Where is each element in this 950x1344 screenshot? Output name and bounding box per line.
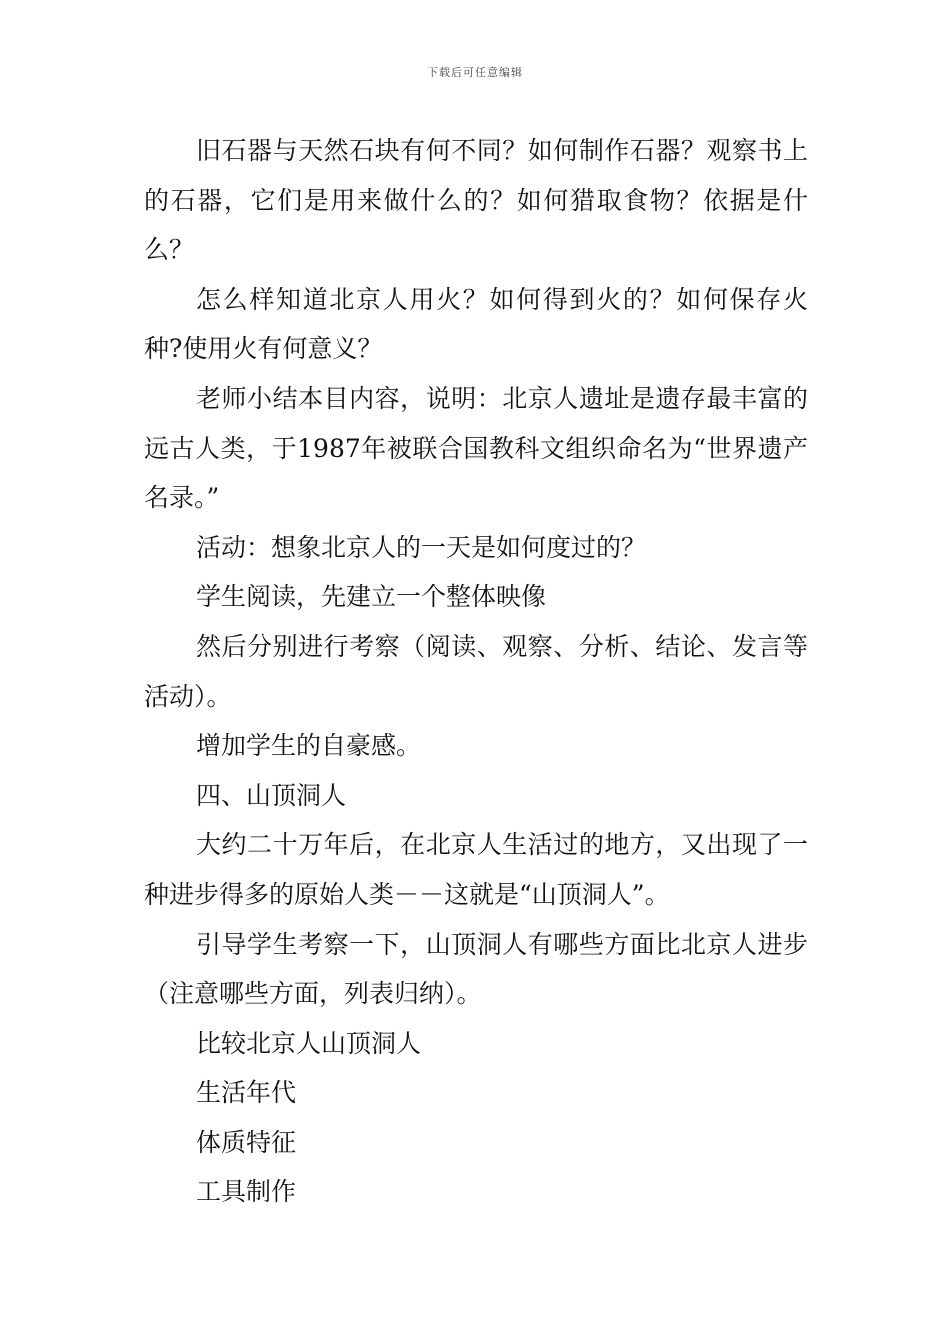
paragraph-student-reading: 学生阅读，先建立一个整体映像 <box>196 582 547 612</box>
document-body <box>144 126 808 1217</box>
comparison-table-header: 比较北京人山顶洞人 <box>196 1028 422 1058</box>
paragraph-investigation: 然后分别进行考察（阅读、观察、分析、结论、发言等活动）。 <box>144 631 808 711</box>
paragraph-stone-tools-questions: 旧石器与天然石块有何不同？如何制作石器？观察书上的石器，它们是用来做什么的？如何猎取食物？依据是什么？ <box>144 136 808 265</box>
paragraph-guide-comparison: 引导学生考察一下，山顶洞人有哪些方面比北京人进步（注意哪些方面，列表归纳）。 <box>144 929 808 1009</box>
comparison-row-tool-making: 工具制作 <box>196 1177 297 1207</box>
paragraph-teacher-summary: 老师小结本目内容，说明：北京人遗址是遗存最丰富的远古人类，于1987年被联合国教科文组织命名为“世界遗产名录。” <box>144 383 808 513</box>
comparison-row-era: 生活年代 <box>196 1078 297 1108</box>
paragraph-fire-questions: 怎么样知道北京人用火？如何得到火的？如何保存火种?使用火有何意义？ <box>144 284 808 364</box>
paragraph-activity: 活动：想象北京人的一天是如何度过的？ <box>196 532 647 562</box>
comparison-row-physical-traits: 体质特征 <box>196 1127 297 1157</box>
paragraph-pride: 增加学生的自豪感。 <box>196 731 422 761</box>
page-header-note: 下载后可任意编辑 <box>427 66 523 79</box>
paragraph-upper-cave-intro: 大约二十万年后，在北京人生活过的地方，又出现了一种进步得多的原始人类－－这就是“山顶洞人”。 <box>144 830 808 909</box>
section-heading-upper-cave-man: 四、山顶洞人 <box>196 780 347 810</box>
